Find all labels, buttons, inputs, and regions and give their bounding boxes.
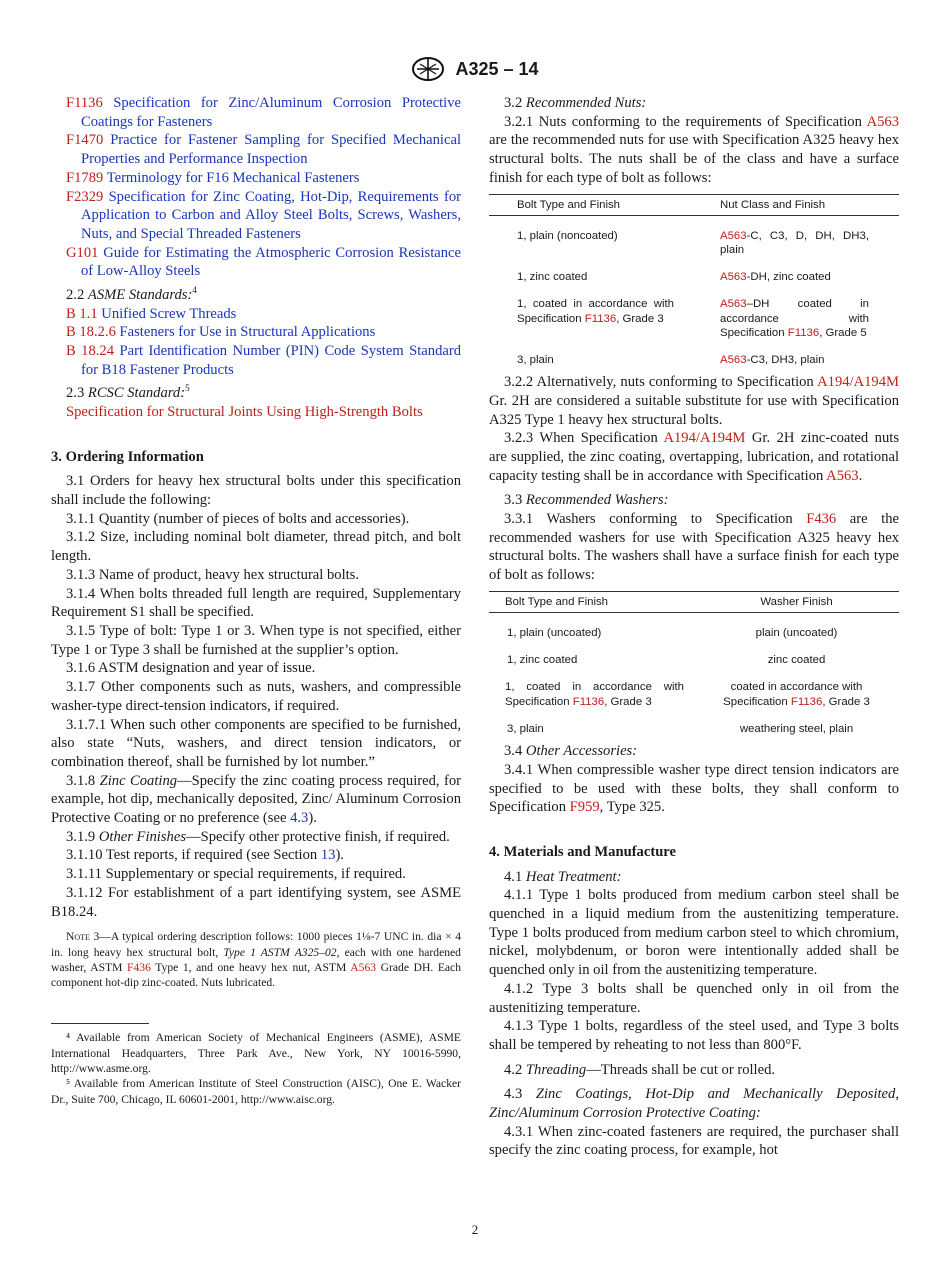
para-3-1-12: 3.1.12 For establishment of a part identifying system, see ASME B18.24.: [51, 884, 461, 920]
footnote-divider: [51, 1023, 149, 1024]
reference-f1789[interactable]: [51, 169, 461, 188]
para-3-1-7-1: 3.1.7.1 When such other components are specified to be furnished, also state “Nuts, washers, and direct tension indicators, or combination thereof, shall be furnished by lot number.”: [51, 716, 461, 770]
reference-code: F2329: [66, 188, 104, 205]
section-3-4: 3.4 Other Accessories:: [504, 743, 638, 760]
astm-logo-icon: [411, 56, 445, 82]
para-3-1-6: 3.1.6 ASTM designation and year of issue.: [66, 660, 316, 677]
reference-title: Practice for Fastener Sampling for Specified Mechanical Properties and Performance Inspection: [81, 132, 461, 168]
para-3-1-2: 3.1.2 Size, including nominal bolt diameter, thread pitch, and bolt length.: [51, 529, 461, 565]
link-a563[interactable]: A563: [720, 298, 747, 311]
table-row: 1, coated in accordance with Specification F1136, Grade 3 A563–DH coated in accordance with Specification F1136, Grade 5: [517, 298, 869, 339]
link-f1136[interactable]: F1136: [787, 326, 820, 339]
link-a563[interactable]: A563: [720, 271, 747, 284]
para-3-1-9: 3.1.9 Other Finishes—Specify other protective finish, if required.: [66, 828, 450, 845]
para-3-2-1: 3.2.1 Nuts conforming to the requirements of Specification A563 are the recommended nuts for use with Specification A325 heavy hex structural bolts. The nuts shall be of the class and have a surface finish for each type of bolt as follows:: [489, 113, 899, 186]
footnote-4: ⁴ Available from American Society of Mechanical Engineers (ASME), ASME International Headquarters, Three Park Ave., New York, NY 10016-5990, http://www.asme.org.: [51, 1031, 461, 1076]
table-header: Bolt Type and Finish: [489, 591, 694, 612]
table-row: 1, zinc coated zinc coated: [507, 654, 826, 667]
link-a563[interactable]: A563: [866, 113, 899, 130]
footnote-5: ⁵ Available from American Institute of Steel Construction (AISC), One E. Wacker Dr., Suite 700, Chicago, IL 60601-2001, http://www.aisc.org.: [51, 1077, 461, 1106]
reference-b-18-2-6[interactable]: [51, 323, 461, 342]
para-4-1-3: 4.1.3 Type 1 bolts, regardless of the steel used, and Type 3 bolts shall be tempered by reheating to not less than 800°F.: [489, 1018, 899, 1053]
table-header: Nut Class and Finish: [694, 194, 899, 215]
table-header: Washer Finish: [694, 591, 899, 612]
para-3-1-5: 3.1.5 Type of bolt: Type 1 or 3. When type is not specified, either Type 1 or Type 3 shall be furnished at the supplier’s option.: [51, 623, 461, 658]
section-4-2: 4.2 Threading—Threads shall be cut or rolled.: [504, 1061, 776, 1078]
reference-code: B 1.1: [66, 305, 98, 322]
table-row: 1, coated in accordance with Specification F1136, Grade 3 coated in accordance with Specification F1136, Grade 3: [505, 681, 870, 708]
para-4-1-2: 4.1.2 Type 3 bolts shall be quenched only in oil from the austenitizing temperature.: [489, 980, 899, 1016]
table-header: Bolt Type and Finish: [489, 194, 694, 215]
table-row: 1, plain (uncoated) plain (uncoated): [507, 627, 838, 640]
link-f1136[interactable]: F1136: [584, 312, 617, 325]
para-4-3-1: 4.3.1 When zinc-coated fasteners are required, the purchaser shall specify the zinc coating process, for example, hot: [489, 1123, 899, 1159]
section-4-3: 4.3 Zinc Coatings, Hot-Dip and Mechanically Deposited, Zinc/Aluminum Corrosion Protective Coating:: [489, 1086, 899, 1122]
link-section-4-3[interactable]: 4.3: [290, 810, 309, 827]
reference-title: Part Identification Number (PIN) Code System Standard for B18 Fastener Products: [81, 343, 462, 378]
reference-code: F1136: [66, 95, 103, 111]
table-row: 3, plain weathering steel, plain: [507, 722, 854, 735]
table-row: 1, zinc coated A563-DH, zinc coated: [517, 271, 831, 284]
section-2-2: 2.2 ASME Standards:$^4$: [66, 285, 197, 303]
reference-code: F1789: [66, 169, 104, 186]
standard-designation: A325 – 14: [455, 58, 539, 79]
table-row: 1, plain (noncoated) A563-C, C3, D, DH, DH3, plain: [517, 229, 869, 256]
page-header: [0, 56, 950, 82]
link-a563[interactable]: A563: [720, 229, 747, 242]
right-column: [489, 94, 899, 1160]
nut-table: [489, 194, 899, 368]
reference-list-asme: [51, 305, 461, 380]
link-f436[interactable]: F436: [806, 511, 837, 528]
reference-b-1-1[interactable]: [51, 305, 461, 324]
reference-title: Guide for Estimating the Atmospheric Corrosion Resistance of Low-Alloy Steels: [81, 244, 461, 280]
link-f959[interactable]: F959: [569, 799, 600, 816]
reference-f2329[interactable]: [51, 188, 461, 244]
reference-b-18-24[interactable]: [51, 342, 461, 379]
link-f436[interactable]: F436: [127, 960, 151, 974]
reference-title: Specification for Zinc/Aluminum Corrosion Protective Coatings for Fasteners: [81, 95, 461, 130]
section-3-3: 3.3 Recommended Washers:: [504, 492, 669, 509]
page-number: 2: [471, 1222, 479, 1237]
section-2-3: 2.3 RCSC Standard:$^5$: [66, 383, 190, 402]
para-3-1-11: 3.1.11 Supplementary or special requirements, if required.: [66, 866, 406, 883]
reference-code: B 18.24: [66, 343, 115, 359]
link-f1136[interactable]: F1136: [790, 695, 823, 708]
reference-code: B 18.2.6: [66, 324, 116, 341]
reference-g101[interactable]: [51, 244, 461, 281]
left-column: [51, 94, 461, 1107]
link-f1136[interactable]: F1136: [572, 695, 605, 708]
link-section-13[interactable]: 13: [320, 847, 336, 864]
reference-code: F1470: [66, 132, 104, 149]
reference-title: Specification for Zinc Coating, Hot-Dip, Requirements for Application to Carbon and Alloy Steel Bolts, Screws, Washers, Nuts, and Special Threaded Fasteners: [81, 188, 461, 242]
link-a194[interactable]: A194/A194M: [663, 430, 746, 447]
section-3-2: 3.2 Recommended Nuts:: [504, 95, 647, 111]
para-3-2-3: 3.2.3 When Specification A194/A194M Gr. 2H zinc-coated nuts are supplied, the zinc coating, overtapping, lubrication, and rotational capacity testing shall be in accordance with Specification A563.: [489, 430, 900, 484]
link-a194[interactable]: A194/A194M: [817, 374, 899, 391]
para-3-1-1: 3.1.1 Quantity (number of pieces of bolts and accessories).: [66, 510, 410, 527]
para-3-1-7: 3.1.7 Other components such as nuts, washers, and compressible washer-type direct-tension indicators, if required.: [51, 679, 461, 714]
reference-f1470[interactable]: [51, 131, 461, 168]
para-4-1-1: 4.1.1 Type 1 bolts produced from medium carbon steel shall be quenched in a liquid medium from the austenitizing temperature. Type 1 bolts produced from medium carbon steel to which chromium, nickel, molybdenum, or boron were intentionally added shall be quenched only in oil from the austenitizing temperature.: [489, 887, 899, 979]
washer-table: [489, 591, 899, 736]
para-3-2-2: 3.2.2 Alternatively, nuts conforming to Specification A194/A194M Gr. 2H are considered a suitable substitute for use with Specification A325 Type 1 heavy hex structural bolts.: [489, 374, 899, 428]
reference-code: G101: [66, 244, 99, 261]
link-a563[interactable]: A563: [720, 353, 747, 366]
reference-list-astm: [51, 94, 461, 281]
para-3-1: 3.1 Orders for heavy hex structural bolts under this specification shall include the following:: [51, 473, 461, 509]
para-3-4-1: 3.4.1 When compressible washer type direct tension indicators are specified to be used with these bolts, they shall conform to Specification F959, Type 325.: [489, 761, 899, 816]
heading-materials-and-manufacture: 4. Materials and Manufacture: [489, 843, 676, 860]
para-3-1-4: 3.1.4 When bolts threaded full length are required, Supplementary Requirement S1 shall be specified.: [51, 585, 461, 621]
link-a563[interactable]: A563: [826, 467, 859, 484]
rcsc-reference-link[interactable]: Specification for Structural Joints Using High-Strength Bolts: [66, 403, 423, 420]
para-3-1-3: 3.1.3 Name of product, heavy hex structural bolts.: [66, 566, 360, 583]
table-row: 3, plain A563-C3, DH3, plain: [517, 353, 825, 366]
reference-title: Unified Screw Threads: [101, 305, 237, 322]
note-3: Note 3—A typical ordering description follows: 1000 pieces 1⅛-7 UNC in. dia × 4 in. long heavy hex structural bolt, Type 1 ASTM A325–02, each with one hardened washer, ASTM F436 Type 1, and one heavy hex nut, ASTM A563 Grade DH. Each component hot-dip zinc-coated. Nuts lubricated.: [51, 930, 461, 990]
para-3-3-1: 3.3.1 Washers conforming to Specification F436 are the recommended washers for use with Specification A325 heavy hex structural bolts. The washers shall have a surface finish for each type of bolt as follows:: [489, 511, 899, 584]
link-a563[interactable]: A563: [350, 960, 377, 974]
reference-title: Fasteners for Use in Structural Applications: [119, 324, 376, 341]
reference-f1136[interactable]: [51, 94, 461, 131]
para-3-1-8: 3.1.8 Zinc Coating—Specify the zinc coating process required, for example, hot dip, mechanically deposited, Zinc/ Aluminum Corrosion Protective Coating or no preference (see 4.3).: [51, 772, 461, 827]
heading-ordering-information: 3. Ordering Information: [51, 448, 204, 465]
para-3-1-10: 3.1.10 Test reports, if required (see Section 13).: [66, 847, 344, 864]
section-4-1: 4.1 Heat Treatment:: [504, 868, 622, 885]
reference-title: Terminology for F16 Mechanical Fasteners: [106, 169, 360, 186]
